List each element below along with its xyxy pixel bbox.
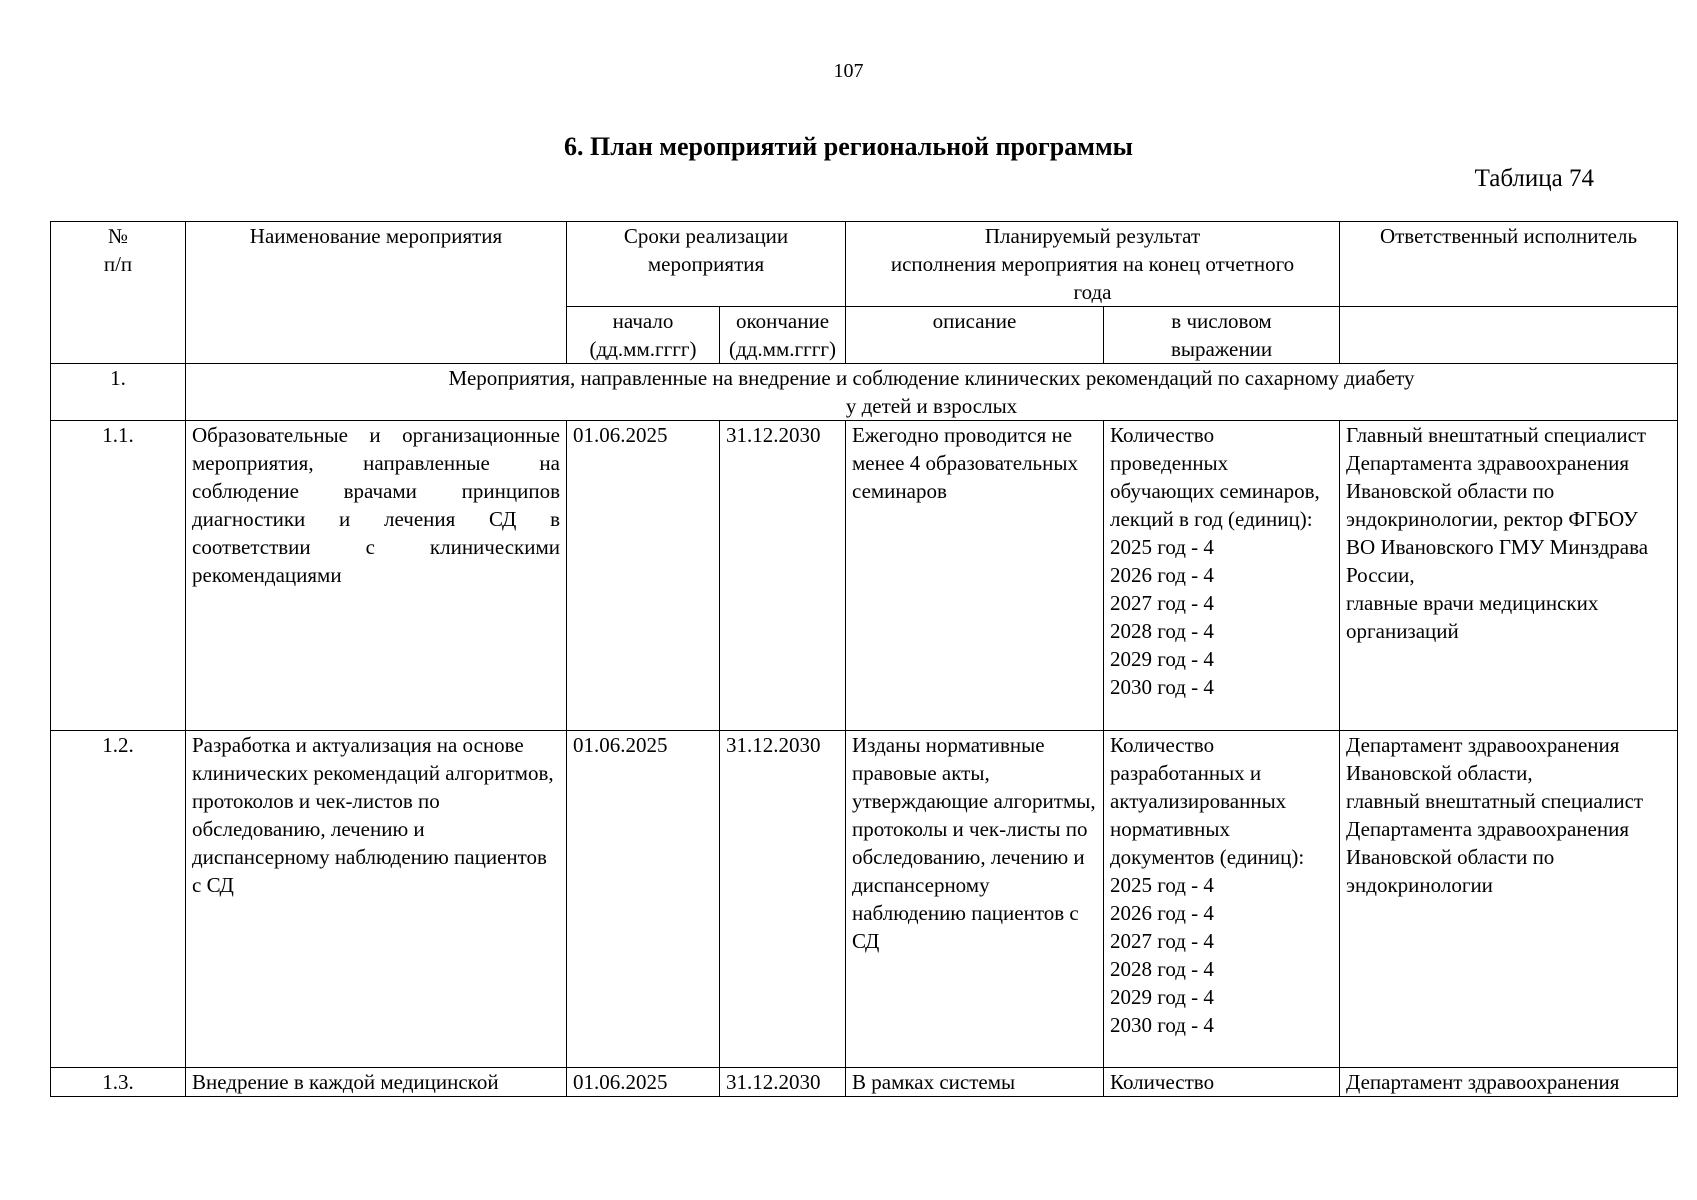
page-number: 107 xyxy=(833,60,864,82)
row-responsible: Департамент здравоохранения xyxy=(1340,1068,1678,1097)
row-name: Внедрение в каждой медицинской xyxy=(186,1068,567,1097)
row-description: В рамках системы xyxy=(846,1068,1104,1097)
header-end: окончание (дд.мм.гггг) xyxy=(720,307,846,364)
row-numeric: Количество разработанных и актуализированных нормативных документов (единиц): 2025 год - 4 2026 год - 4 2027 год - 4 2028 год - 4 2029 год - 4 2030 год - 4 xyxy=(1104,731,1340,1068)
table-label: Таблица 74 xyxy=(1474,165,1594,192)
row-description: Ежегодно проводится не менее 4 образовательных семинаров xyxy=(846,421,1104,731)
page-title: 6. План мероприятий региональной программы xyxy=(564,132,1133,161)
header-start: начало (дд.мм.гггг) xyxy=(567,307,720,364)
header-empty xyxy=(1340,307,1678,364)
row-numeric: Количество xyxy=(1104,1068,1340,1097)
section-num: 1. xyxy=(51,364,186,421)
row-end-date: 31.12.2030 xyxy=(720,421,846,731)
row-description: Изданы нормативные правовые акты, утверждающие алгоритмы, протоколы и чек-листы по обследованию, лечению и диспансерному наблюдению пациентов с СД xyxy=(846,731,1104,1068)
row-num: 1.3. xyxy=(51,1068,186,1097)
header-row xyxy=(51,222,1678,307)
header-result: Планируемый результат исполнения мероприятия на конец отчетного года xyxy=(846,222,1340,307)
header-num: № п/п xyxy=(51,222,186,364)
row-end-date: 31.12.2030 xyxy=(720,1068,846,1097)
section-row xyxy=(51,364,1678,421)
table-row xyxy=(51,731,1678,1068)
row-start-date: 01.06.2025 xyxy=(567,421,720,731)
row-end-date: 31.12.2030 xyxy=(720,731,846,1068)
table-row xyxy=(51,421,1678,731)
row-responsible: Главный внештатный специалист Департамента здравоохранения Ивановской области по эндокринологии, ректор ФГБОУ ВО Ивановского ГМУ Минздрава России, главные врачи медицинских организаций xyxy=(1340,421,1678,731)
row-num: 1.1. xyxy=(51,421,186,731)
row-name: Образовательные и организационные мероприятия, направленные на соблюдение врачами принципов диагностики и лечения СД в соответствии с клиническими рекомендациями xyxy=(186,421,567,731)
row-numeric: Количество проведенных обучающих семинаров, лекций в год (единиц): 2025 год - 4 2026 год - 4 2027 год - 4 2028 год - 4 2029 год - 4 2030 год - 4 xyxy=(1104,421,1340,731)
table-row xyxy=(51,1068,1678,1097)
row-start-date: 01.06.2025 xyxy=(567,1068,720,1097)
row-responsible: Департамент здравоохранения Ивановской области, главный внештатный специалист Департамента здравоохранения Ивановской области по эндокринологии xyxy=(1340,731,1678,1068)
header-name: Наименование мероприятия xyxy=(186,222,567,364)
row-name: Разработка и актуализация на основе клинических рекомендаций алгоритмов, протоколов и чек-листов по обследованию, лечению и диспансерному наблюдению пациентов с СД xyxy=(186,731,567,1068)
row-start-date: 01.06.2025 xyxy=(567,731,720,1068)
section-title: Мероприятия, направленные на внедрение и соблюдение клинических рекомендаций по сахарному диабету у детей и взрослых xyxy=(186,364,1678,421)
plan-table xyxy=(50,221,1678,1097)
header-responsible: Ответственный исполнитель xyxy=(1340,222,1678,307)
header-numeric: в числовом выражении xyxy=(1104,307,1340,364)
row-num: 1.2. xyxy=(51,731,186,1068)
header-description: описание xyxy=(846,307,1104,364)
header-terms: Сроки реализации мероприятия xyxy=(567,222,846,307)
